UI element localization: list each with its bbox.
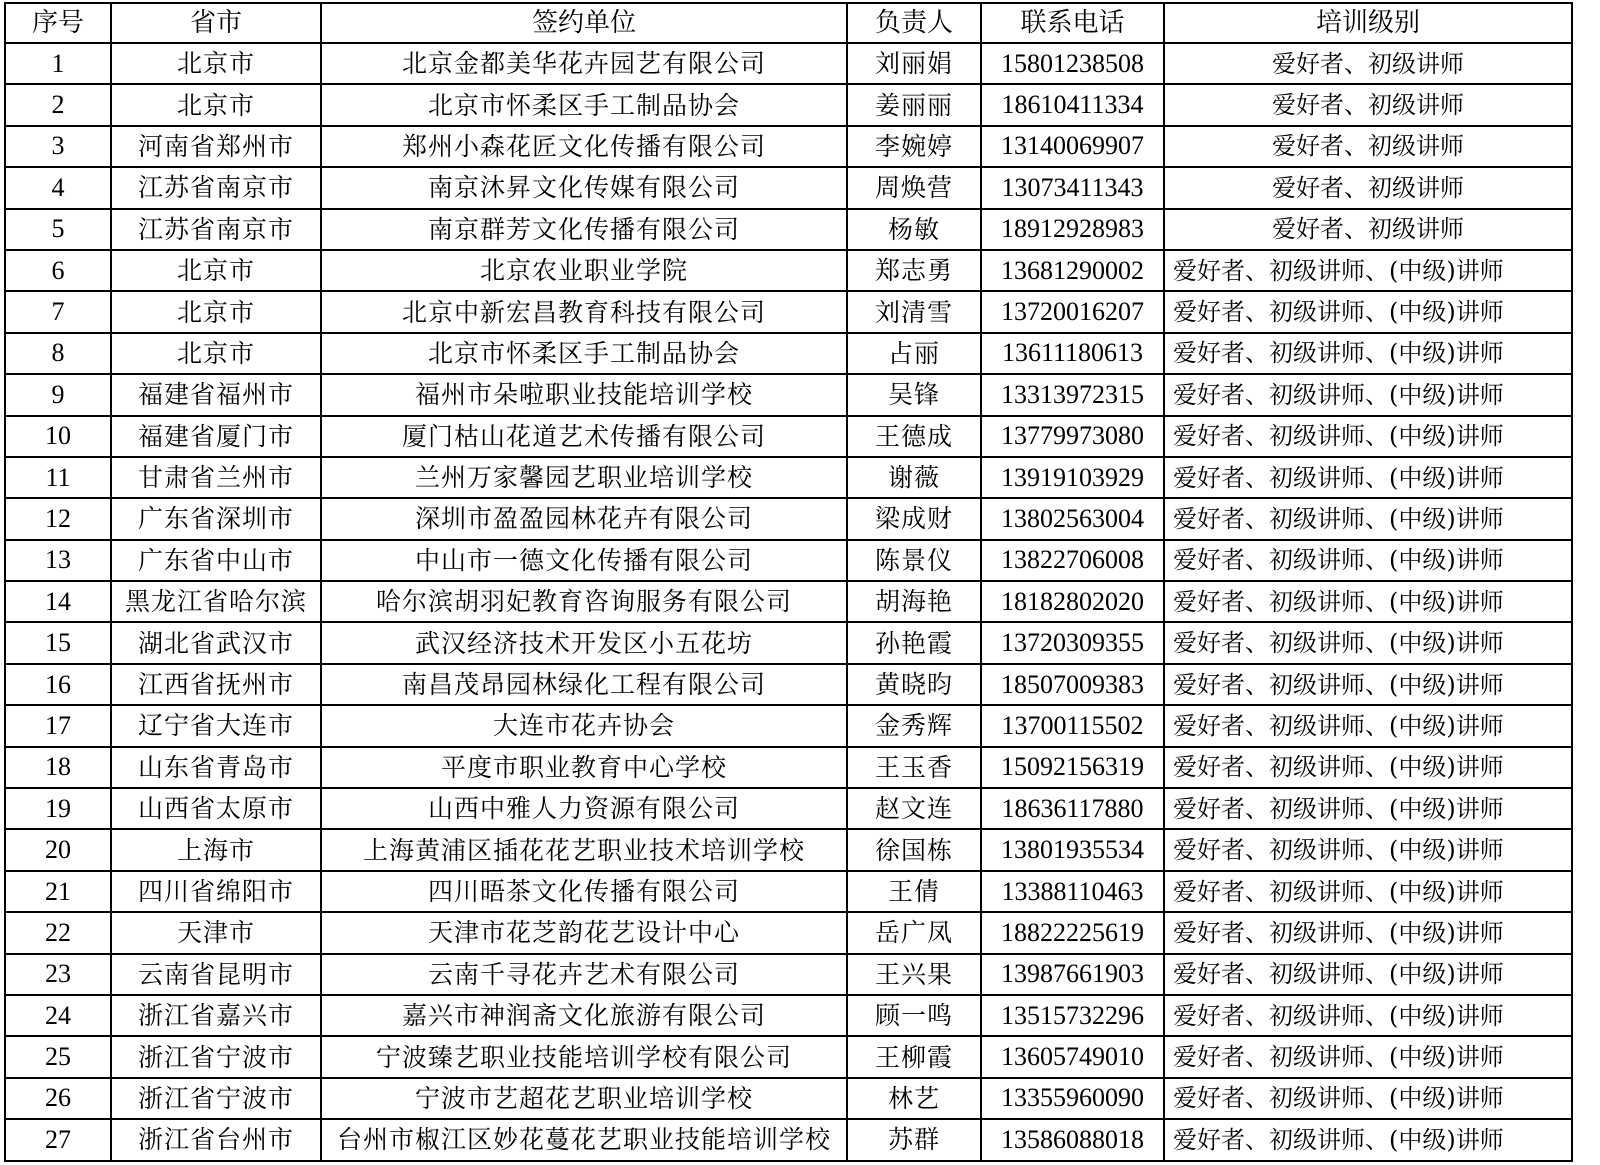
cell-province-city: 河南省郑州市 [111, 126, 321, 167]
cell-person-in-charge: 占丽 [847, 333, 981, 374]
cell-training-level: 爱好者、初级讲师、(中级)讲师 [1164, 1078, 1572, 1119]
cell-contract-unit: 北京农业职业学院 [321, 250, 847, 291]
cell-training-level: 爱好者、初级讲师、(中级)讲师 [1164, 374, 1572, 415]
header-index: 序号 [5, 3, 111, 43]
cell-province-city: 浙江省宁波市 [111, 1078, 321, 1119]
table-row [5, 1036, 1572, 1077]
cell-phone: 18610411334 [981, 84, 1164, 125]
table-row [5, 374, 1572, 415]
table-row [5, 416, 1572, 457]
cell-phone: 13515732296 [981, 995, 1164, 1036]
cell-person-in-charge: 林艺 [847, 1078, 981, 1119]
cell-person-in-charge: 姜丽丽 [847, 84, 981, 125]
cell-person-in-charge: 赵文连 [847, 788, 981, 829]
cell-index: 6 [5, 250, 111, 291]
cell-training-level: 爱好者、初级讲师、(中级)讲师 [1164, 540, 1572, 581]
table-header [5, 3, 1572, 43]
cell-contract-unit: 嘉兴市神润斋文化旅游有限公司 [321, 995, 847, 1036]
cell-training-level: 爱好者、初级讲师、(中级)讲师 [1164, 995, 1572, 1036]
cell-contract-unit: 兰州万家馨园艺职业培训学校 [321, 457, 847, 498]
cell-phone: 13586088018 [981, 1119, 1164, 1160]
table-row [5, 498, 1572, 539]
cell-phone: 13919103929 [981, 457, 1164, 498]
cell-phone: 13313972315 [981, 374, 1164, 415]
cell-contract-unit: 北京市怀柔区手工制品协会 [321, 84, 847, 125]
cell-province-city: 浙江省嘉兴市 [111, 995, 321, 1036]
cell-training-level: 爱好者、初级讲师、(中级)讲师 [1164, 457, 1572, 498]
header-row [5, 3, 1572, 43]
cell-province-city: 山西省太原市 [111, 788, 321, 829]
cell-contract-unit: 南昌茂昂园林绿化工程有限公司 [321, 664, 847, 705]
cell-phone: 13822706008 [981, 540, 1164, 581]
cell-province-city: 云南省昆明市 [111, 954, 321, 995]
cell-province-city: 北京市 [111, 43, 321, 84]
table-row [5, 747, 1572, 788]
table-row [5, 540, 1572, 581]
cell-phone: 15092156319 [981, 747, 1164, 788]
cell-province-city: 广东省中山市 [111, 540, 321, 581]
cell-training-level: 爱好者、初级讲师 [1164, 167, 1572, 208]
cell-phone: 13073411343 [981, 167, 1164, 208]
table-row [5, 291, 1572, 332]
table-body [5, 43, 1572, 1161]
cell-province-city: 上海市 [111, 829, 321, 870]
cell-index: 15 [5, 622, 111, 663]
cell-index: 24 [5, 995, 111, 1036]
header-province-city: 省市 [111, 3, 321, 43]
cell-province-city: 江苏省南京市 [111, 209, 321, 250]
cell-index: 8 [5, 333, 111, 374]
table-row [5, 705, 1572, 746]
cell-province-city: 黑龙江省哈尔滨 [111, 581, 321, 622]
cell-training-level: 爱好者、初级讲师 [1164, 43, 1572, 84]
cell-index: 18 [5, 747, 111, 788]
cell-training-level: 爱好者、初级讲师、(中级)讲师 [1164, 829, 1572, 870]
cell-training-level: 爱好者、初级讲师、(中级)讲师 [1164, 1036, 1572, 1077]
table-row [5, 1078, 1572, 1119]
cell-person-in-charge: 苏群 [847, 1119, 981, 1160]
cell-person-in-charge: 李婉婷 [847, 126, 981, 167]
cell-training-level: 爱好者、初级讲师、(中级)讲师 [1164, 416, 1572, 457]
cell-contract-unit: 郑州小森花匠文化传播有限公司 [321, 126, 847, 167]
cell-training-level: 爱好者、初级讲师、(中级)讲师 [1164, 1119, 1572, 1160]
cell-training-level: 爱好者、初级讲师 [1164, 126, 1572, 167]
cell-contract-unit: 天津市花芝韵花艺设计中心 [321, 912, 847, 953]
cell-training-level: 爱好者、初级讲师、(中级)讲师 [1164, 705, 1572, 746]
cell-contract-unit: 北京市怀柔区手工制品协会 [321, 333, 847, 374]
cell-index: 17 [5, 705, 111, 746]
cell-phone: 13720309355 [981, 622, 1164, 663]
cell-training-level: 爱好者、初级讲师、(中级)讲师 [1164, 788, 1572, 829]
cell-index: 5 [5, 209, 111, 250]
cell-index: 25 [5, 1036, 111, 1077]
cell-contract-unit: 北京中新宏昌教育科技有限公司 [321, 291, 847, 332]
cell-person-in-charge: 孙艳霞 [847, 622, 981, 663]
table-row [5, 622, 1572, 663]
cell-province-city: 甘肃省兰州市 [111, 457, 321, 498]
cell-index: 7 [5, 291, 111, 332]
cell-province-city: 北京市 [111, 291, 321, 332]
cell-province-city: 浙江省宁波市 [111, 1036, 321, 1077]
cell-phone: 13987661903 [981, 954, 1164, 995]
cell-index: 22 [5, 912, 111, 953]
cell-person-in-charge: 吴锋 [847, 374, 981, 415]
cell-contract-unit: 云南千寻花卉艺术有限公司 [321, 954, 847, 995]
cell-index: 9 [5, 374, 111, 415]
cell-province-city: 山东省青岛市 [111, 747, 321, 788]
cell-person-in-charge: 王兴果 [847, 954, 981, 995]
cell-contract-unit: 上海黄浦区插花花艺职业技术培训学校 [321, 829, 847, 870]
cell-training-level: 爱好者、初级讲师、(中级)讲师 [1164, 954, 1572, 995]
cell-training-level: 爱好者、初级讲师、(中级)讲师 [1164, 912, 1572, 953]
cell-contract-unit: 武汉经济技术开发区小五花坊 [321, 622, 847, 663]
header-phone: 联系电话 [981, 3, 1164, 43]
cell-contract-unit: 山西中雅人力资源有限公司 [321, 788, 847, 829]
table-row [5, 126, 1572, 167]
table-row [5, 1119, 1572, 1160]
cell-person-in-charge: 刘清雪 [847, 291, 981, 332]
table-row [5, 167, 1572, 208]
cell-person-in-charge: 梁成财 [847, 498, 981, 539]
table-row [5, 954, 1572, 995]
cell-contract-unit: 北京金都美华花卉园艺有限公司 [321, 43, 847, 84]
cell-province-city: 北京市 [111, 84, 321, 125]
header-contract-unit: 签约单位 [321, 3, 847, 43]
cell-province-city: 福建省厦门市 [111, 416, 321, 457]
cell-province-city: 天津市 [111, 912, 321, 953]
cell-index: 11 [5, 457, 111, 498]
cell-index: 10 [5, 416, 111, 457]
cell-phone: 13140069907 [981, 126, 1164, 167]
cell-index: 3 [5, 126, 111, 167]
cell-index: 13 [5, 540, 111, 581]
cell-training-level: 爱好者、初级讲师 [1164, 84, 1572, 125]
cell-phone: 18912928983 [981, 209, 1164, 250]
table-row [5, 788, 1572, 829]
cell-training-level: 爱好者、初级讲师、(中级)讲师 [1164, 333, 1572, 374]
cell-person-in-charge: 岳广凤 [847, 912, 981, 953]
contract-table [4, 2, 1573, 1162]
cell-training-level: 爱好者、初级讲师、(中级)讲师 [1164, 664, 1572, 705]
cell-person-in-charge: 刘丽娟 [847, 43, 981, 84]
header-person-in-charge: 负责人 [847, 3, 981, 43]
cell-contract-unit: 大连市花卉协会 [321, 705, 847, 746]
cell-contract-unit: 哈尔滨胡羽妃教育咨询服务有限公司 [321, 581, 847, 622]
cell-phone: 13700115502 [981, 705, 1164, 746]
table-row [5, 871, 1572, 912]
cell-index: 12 [5, 498, 111, 539]
cell-training-level: 爱好者、初级讲师、(中级)讲师 [1164, 291, 1572, 332]
cell-phone: 13605749010 [981, 1036, 1164, 1077]
cell-contract-unit: 南京群芳文化传播有限公司 [321, 209, 847, 250]
cell-contract-unit: 南京沐昇文化传媒有限公司 [321, 167, 847, 208]
cell-index: 23 [5, 954, 111, 995]
cell-training-level: 爱好者、初级讲师、(中级)讲师 [1164, 622, 1572, 663]
table-row [5, 250, 1572, 291]
cell-phone: 13611180613 [981, 333, 1164, 374]
cell-contract-unit: 宁波市艺超花艺职业培训学校 [321, 1078, 847, 1119]
cell-person-in-charge: 杨敏 [847, 209, 981, 250]
cell-phone: 13801935534 [981, 829, 1164, 870]
cell-province-city: 湖北省武汉市 [111, 622, 321, 663]
cell-province-city: 北京市 [111, 250, 321, 291]
cell-phone: 13355960090 [981, 1078, 1164, 1119]
cell-province-city: 江西省抚州市 [111, 664, 321, 705]
cell-person-in-charge: 胡海艳 [847, 581, 981, 622]
header-training-level: 培训级别 [1164, 3, 1572, 43]
cell-province-city: 江苏省南京市 [111, 167, 321, 208]
cell-training-level: 爱好者、初级讲师、(中级)讲师 [1164, 747, 1572, 788]
table-row [5, 209, 1572, 250]
cell-contract-unit: 宁波臻艺职业技能培训学校有限公司 [321, 1036, 847, 1077]
cell-person-in-charge: 王德成 [847, 416, 981, 457]
cell-contract-unit: 深圳市盈盈园林花卉有限公司 [321, 498, 847, 539]
cell-phone: 13720016207 [981, 291, 1164, 332]
cell-province-city: 辽宁省大连市 [111, 705, 321, 746]
cell-person-in-charge: 王玉香 [847, 747, 981, 788]
cell-index: 27 [5, 1119, 111, 1160]
table-row [5, 457, 1572, 498]
cell-province-city: 浙江省台州市 [111, 1119, 321, 1160]
cell-index: 2 [5, 84, 111, 125]
cell-phone: 13779973080 [981, 416, 1164, 457]
cell-province-city: 福建省福州市 [111, 374, 321, 415]
cell-contract-unit: 四川晤茶文化传播有限公司 [321, 871, 847, 912]
cell-person-in-charge: 周焕营 [847, 167, 981, 208]
cell-person-in-charge: 徐国栋 [847, 829, 981, 870]
cell-training-level: 爱好者、初级讲师 [1164, 209, 1572, 250]
table-row [5, 664, 1572, 705]
cell-person-in-charge: 谢薇 [847, 457, 981, 498]
table-row [5, 995, 1572, 1036]
cell-training-level: 爱好者、初级讲师、(中级)讲师 [1164, 871, 1572, 912]
cell-phone: 13681290002 [981, 250, 1164, 291]
cell-person-in-charge: 陈景仪 [847, 540, 981, 581]
cell-training-level: 爱好者、初级讲师、(中级)讲师 [1164, 581, 1572, 622]
cell-index: 20 [5, 829, 111, 870]
cell-phone: 18822225619 [981, 912, 1164, 953]
cell-index: 4 [5, 167, 111, 208]
cell-province-city: 四川省绵阳市 [111, 871, 321, 912]
table-row [5, 333, 1572, 374]
cell-contract-unit: 台州市椒江区妙花蔓花艺职业技能培训学校 [321, 1119, 847, 1160]
cell-person-in-charge: 王倩 [847, 871, 981, 912]
cell-contract-unit: 平度市职业教育中心学校 [321, 747, 847, 788]
cell-person-in-charge: 金秀辉 [847, 705, 981, 746]
cell-index: 1 [5, 43, 111, 84]
cell-person-in-charge: 顾一鸣 [847, 995, 981, 1036]
cell-province-city: 北京市 [111, 333, 321, 374]
cell-contract-unit: 中山市一德文化传播有限公司 [321, 540, 847, 581]
cell-index: 16 [5, 664, 111, 705]
cell-phone: 18182802020 [981, 581, 1164, 622]
cell-person-in-charge: 王柳霞 [847, 1036, 981, 1077]
cell-phone: 13388110463 [981, 871, 1164, 912]
cell-training-level: 爱好者、初级讲师、(中级)讲师 [1164, 250, 1572, 291]
cell-province-city: 广东省深圳市 [111, 498, 321, 539]
table-row [5, 912, 1572, 953]
cell-contract-unit: 厦门枯山花道艺术传播有限公司 [321, 416, 847, 457]
cell-phone: 18507009383 [981, 664, 1164, 705]
cell-index: 26 [5, 1078, 111, 1119]
cell-phone: 18636117880 [981, 788, 1164, 829]
table-row [5, 84, 1572, 125]
table-row [5, 829, 1572, 870]
cell-index: 19 [5, 788, 111, 829]
cell-index: 21 [5, 871, 111, 912]
table-row [5, 43, 1572, 84]
cell-person-in-charge: 黄晓昀 [847, 664, 981, 705]
cell-training-level: 爱好者、初级讲师、(中级)讲师 [1164, 498, 1572, 539]
cell-person-in-charge: 郑志勇 [847, 250, 981, 291]
table-row [5, 581, 1572, 622]
cell-contract-unit: 福州市朵啦职业技能培训学校 [321, 374, 847, 415]
cell-index: 14 [5, 581, 111, 622]
cell-phone: 13802563004 [981, 498, 1164, 539]
cell-phone: 15801238508 [981, 43, 1164, 84]
